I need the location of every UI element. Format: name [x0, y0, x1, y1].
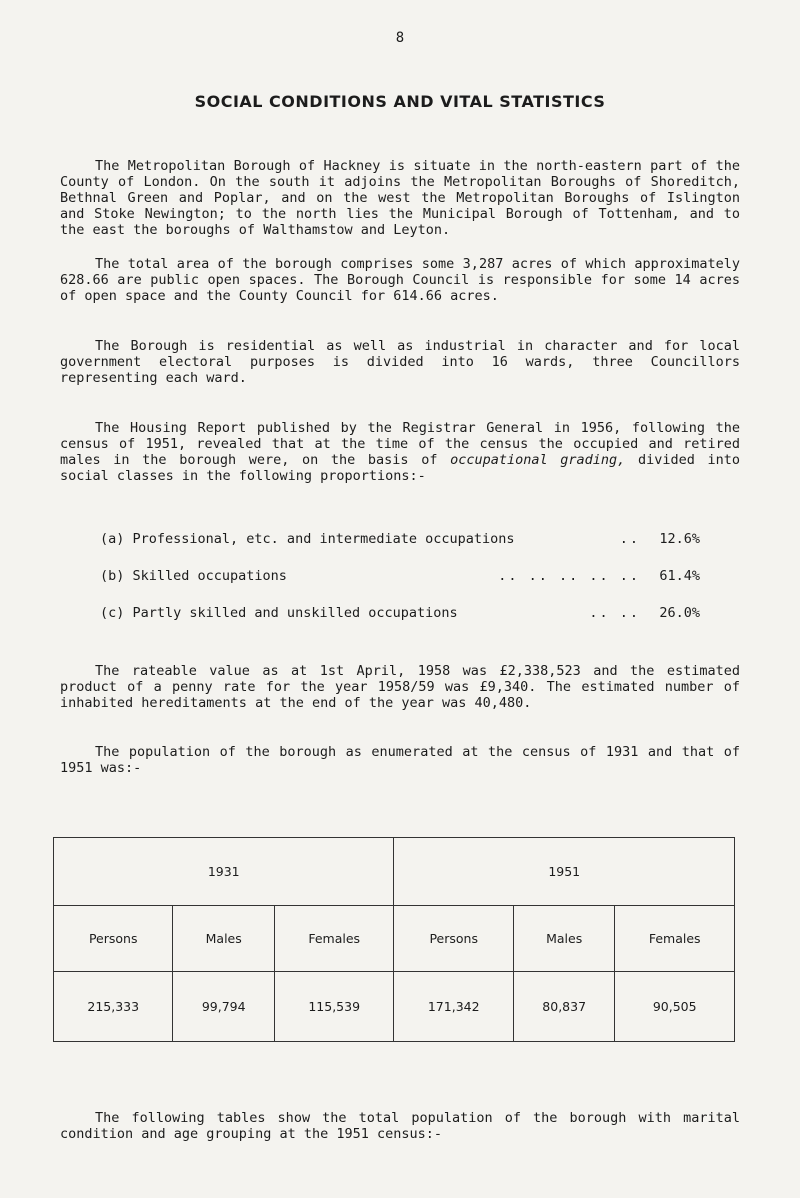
table-row-years	[54, 838, 735, 906]
paragraph-following-tables: The following tables show the total population of the borough with marital condition and age grouping at the 1951 census:-	[60, 1110, 740, 1142]
paragraph-location: The Metropolitan Borough of Hackney is situate in the north-eastern part of the County of London. On the south it adjoins the Metropolitan Boroughs of Shoreditch, Bethnal Green and Poplar, and on the west the Metropolitan Boroughs of Islington and Stoke Newington; to the north lies the Municipal Borough of Tottenham, and to the east the boroughs of Walthamstow and Leyton.	[60, 158, 740, 238]
social-class-label: (c) Partly skilled and unskilled occupations	[100, 605, 458, 621]
column-header: Persons	[394, 906, 513, 972]
paragraph-housing-report	[60, 420, 740, 484]
column-header: Females	[615, 906, 735, 972]
housing-report-italic: occupational grading,	[450, 452, 626, 468]
social-class-value: 12.6%	[659, 531, 700, 547]
table-row-values	[54, 972, 735, 1042]
social-class-row	[100, 531, 700, 549]
paragraph-rateable-value: The rateable value as at 1st April, 1958 was £2,338,523 and the estimated product of a penny rate for the year 1958/59 was £9,340. The estimated number of inhabited hereditaments at the end of the year was 40,480.	[60, 663, 740, 711]
column-header: Males	[173, 906, 274, 972]
year-header-1951: 1951	[394, 838, 735, 906]
table-cell: 90,505	[615, 972, 735, 1042]
table-row-headers	[54, 906, 735, 972]
year-header-1931: 1931	[54, 838, 394, 906]
page-title: SOCIAL CONDITIONS AND VITAL STATISTICS	[194, 92, 606, 111]
social-class-label: (a) Professional, etc. and intermediate occupations	[100, 531, 515, 547]
paragraph-residential: The Borough is residential as well as industrial in character and for local government electoral purposes is divided into 16 wards, three Councillors representing each ward.	[60, 338, 740, 386]
leader-dots: .. ..	[589, 605, 640, 621]
table-cell: 99,794	[173, 972, 274, 1042]
social-class-row	[100, 605, 700, 623]
page-number: 8	[395, 30, 405, 46]
paragraph-population-intro: The population of the borough as enumerated at the census of 1931 and that of 1951 was:-	[60, 744, 740, 776]
column-header: Persons	[54, 906, 173, 972]
table-cell: 171,342	[394, 972, 513, 1042]
housing-report-text-a: The Housing Report published by the Registrar General in 1956, following the census of 1951, revealed that at the time of the census the occupied and retired males in the borough were, on the basis of	[60, 420, 740, 468]
social-class-label: (b) Skilled occupations	[100, 568, 287, 584]
table-cell: 80,837	[513, 972, 614, 1042]
table-cell: 215,333	[54, 972, 173, 1042]
social-class-value: 61.4%	[659, 568, 700, 584]
census-population-table	[53, 837, 735, 1042]
table-cell: 115,539	[274, 972, 394, 1042]
social-class-value: 26.0%	[659, 605, 700, 621]
social-class-list	[100, 531, 700, 631]
housing-report-text-b: divided into social classes in the following proportions:-	[60, 452, 740, 484]
social-class-row	[100, 568, 700, 586]
leader-dots: ..	[619, 531, 640, 547]
paragraph-area: The total area of the borough comprises some 3,287 acres of which approximately 628.66 are public open spaces. The Borough Council is responsible for some 14 acres of open space and the County Council for 614.66 acres.	[60, 256, 740, 304]
column-header: Males	[513, 906, 614, 972]
leader-dots: .. .. .. .. ..	[498, 568, 640, 584]
column-header: Females	[274, 906, 394, 972]
